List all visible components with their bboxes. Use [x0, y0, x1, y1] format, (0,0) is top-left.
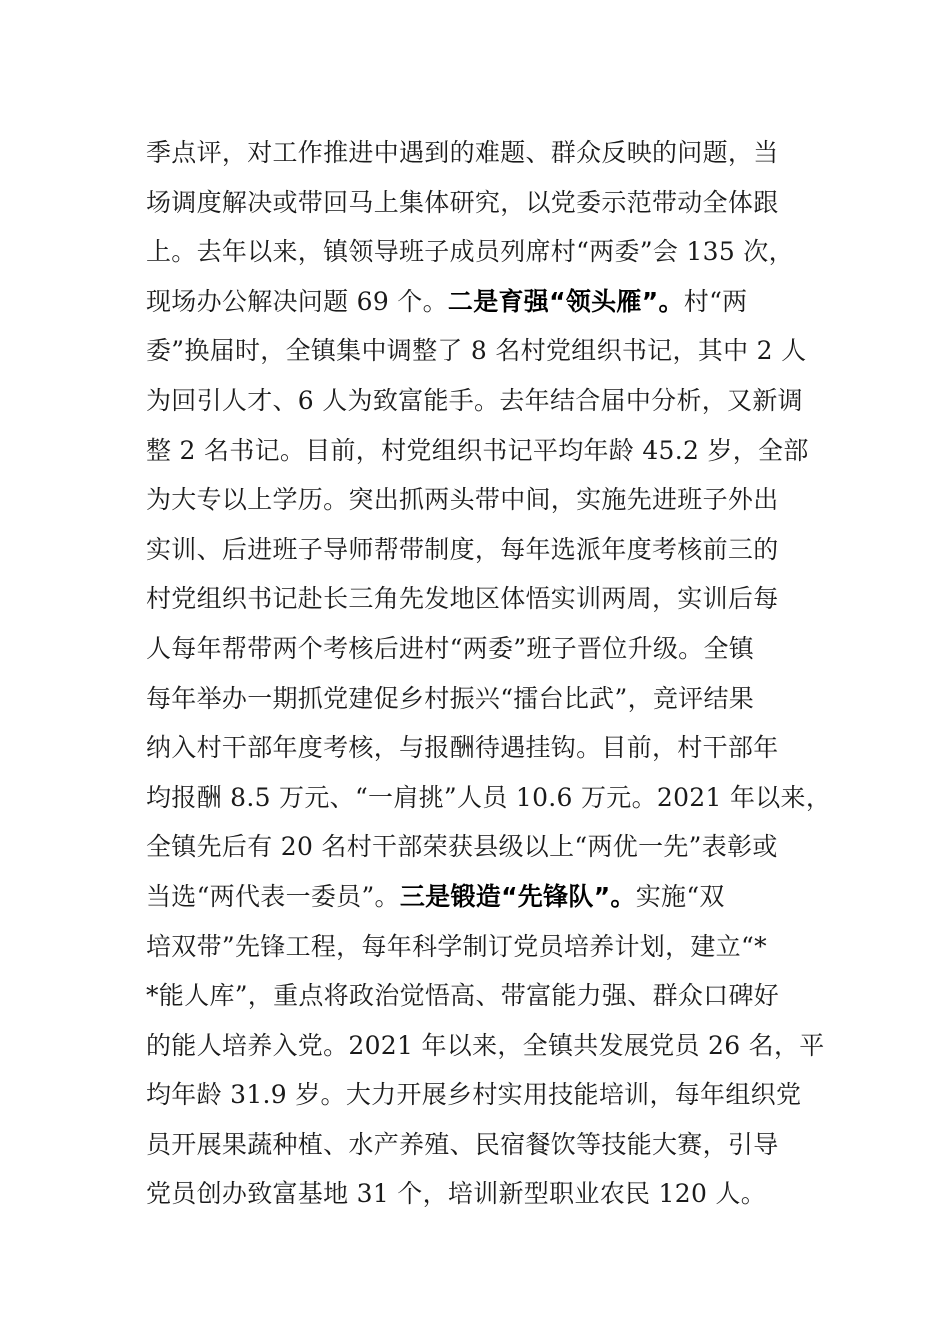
body-text: 上。去年以来，镇领导班子成员列席村“两委”会 135 次， [146, 237, 794, 267]
bold-heading-text: 二是育强“领头雁”。 [447, 286, 684, 316]
text-line [146, 475, 816, 525]
body-text: 培双带”先锋工程，每年科学制订党员培养计划，建立“* [146, 931, 767, 961]
body-text: 为大专以上学历。突出抓两头带中间，实施先进班子外出 [146, 485, 779, 515]
text-line [146, 277, 816, 327]
body-text: 场调度解决或带回马上集体研究，以党委示范带动全体跟 [146, 187, 779, 217]
body-text: 当选“两代表一委员”。 [146, 881, 400, 911]
text-line [146, 178, 816, 228]
body-text: 委”换届时，全镇集中调整了 8 名村党组织书记，其中 2 人 [146, 336, 807, 366]
text-line [146, 624, 816, 674]
text-line [146, 128, 816, 178]
bold-heading-text: 三是锻造“先锋队”。 [399, 881, 636, 911]
body-text: 整 2 名书记。目前，村党组织书记平均年龄 45.2 岁，全部 [146, 435, 809, 465]
text-line [146, 773, 832, 823]
text-line [146, 723, 816, 773]
body-text: 党员创办致富基地 31 个，培训新型职业农民 120 人。 [146, 1179, 767, 1209]
text-line [146, 525, 816, 575]
text-line [146, 1120, 816, 1170]
body-text: 均年龄 31.9 岁。大力开展乡村实用技能培训，每年组织党 [146, 1080, 802, 1110]
body-text: 现场办公解决问题 69 个。 [146, 286, 448, 316]
text-line [146, 674, 816, 724]
text-line [146, 1070, 816, 1120]
body-text: 全镇先后有 20 名村干部荣获县级以上“两优一先”表彰或 [146, 832, 778, 862]
text-line [146, 376, 816, 426]
text-line [146, 1021, 825, 1071]
text-line [146, 227, 816, 277]
body-text: *能人库”，重点将政治觉悟高、带富能力强、群众口碑好 [146, 981, 780, 1011]
text-line [146, 426, 816, 476]
body-text: 人每年帮带两个考核后进村“两委”班子晋位升级。全镇 [146, 633, 755, 663]
body-text: 员开展果蔬种植、水产养殖、民宿餐饮等技能大赛，引导 [146, 1129, 779, 1159]
text-line [146, 922, 816, 972]
body-text: 村党组织书记赴长三角先发地区体悟实训两周，实训后每 [146, 584, 779, 614]
body-text: 季点评，对工作推进中遇到的难题、群众反映的问题，当 [146, 138, 779, 167]
text-line [146, 1169, 816, 1219]
text-line [146, 822, 816, 872]
body-text: 实训、后进班子导师帮带制度，每年选派年度考核前三的 [146, 534, 779, 564]
text-line [146, 872, 816, 922]
body-text: 的能人培养入党。2021 年以来，全镇共发展党员 26 名，平 [146, 1030, 825, 1060]
body-text: 村“两 [683, 286, 748, 316]
text-line [146, 326, 816, 376]
body-paragraph [146, 128, 832, 1219]
text-line [146, 971, 816, 1021]
text-line [146, 574, 816, 624]
body-text: 每年举办一期抓党建促乡村振兴“擂台比武”，竞评结果 [146, 683, 755, 713]
body-text: 为回引人才、6 人为致富能手。去年结合届中分析，又新调 [146, 385, 803, 415]
body-text: 实施“双 [635, 881, 725, 911]
body-text: 纳入村干部年度考核，与报酬待遇挂钩。目前，村干部年 [146, 733, 779, 763]
body-text: 均报酬 8.5 万元、“一肩挑”人员 10.6 万元。2021 年以来， [146, 782, 832, 812]
